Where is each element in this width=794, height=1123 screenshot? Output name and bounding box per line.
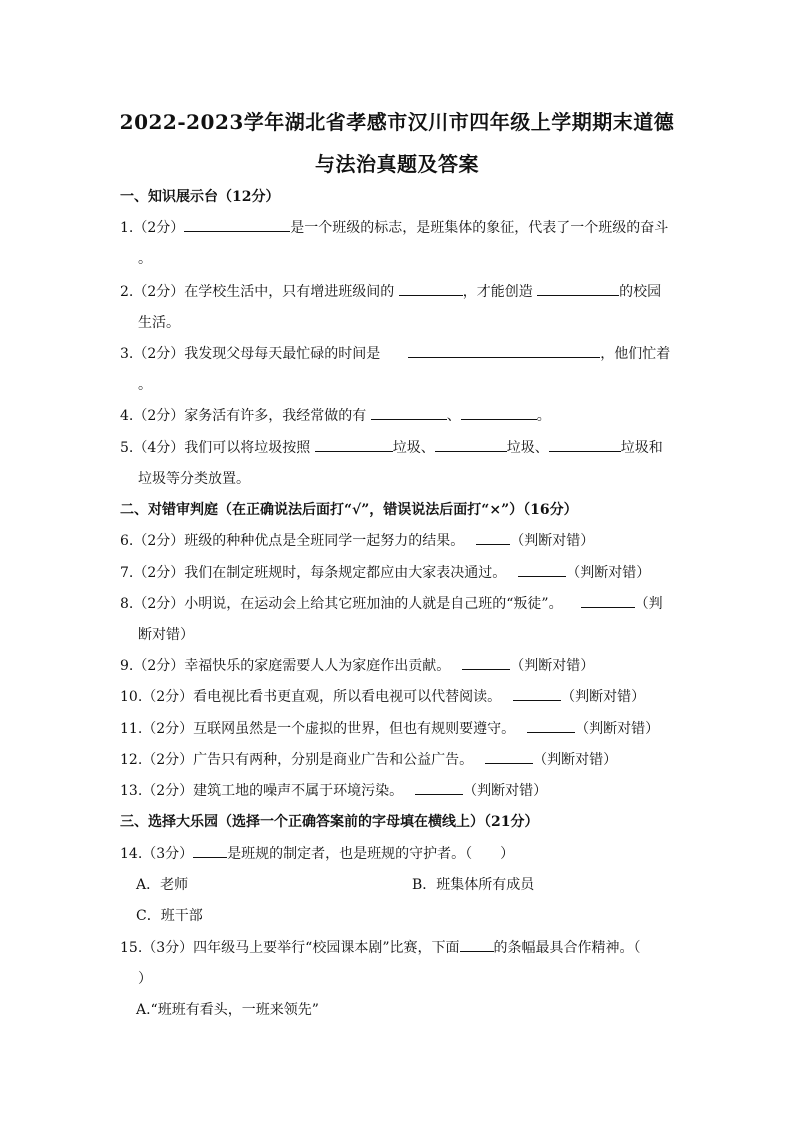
question-8: 8.（2分）小明说，在运动会上给其它班加油的人就是自己班的“叛徒”。 （判 <box>120 593 680 613</box>
answer-blank[interactable] <box>415 780 463 795</box>
answer-blank[interactable] <box>537 281 619 296</box>
section-3-heading: 三、选择大乐园（选择一个正确答案前的字母填在横线上）（21分） <box>120 814 539 830</box>
question-10: 10.（2分）看电视比看书更直观，所以看电视可以代替阅读。 （判断对错） <box>120 686 680 706</box>
answer-blank[interactable] <box>315 437 393 452</box>
answer-blank[interactable] <box>460 937 494 952</box>
question-12: 12.（2分）广告只有两种，分别是商业广告和公益广告。 （判断对错） <box>120 749 680 769</box>
option-b[interactable]: B．班集体所有成员 <box>412 877 535 893</box>
option-c[interactable]: C．班干部 <box>136 908 203 924</box>
question-4: 4.（2分）家务活有许多，我经常做的有 、 。 <box>120 405 680 425</box>
question-1: 1.（2分） 是一个班级的标志，是班集体的象征，代表了一个班级的奋斗 <box>120 217 680 237</box>
question-14: 14.（3分） 是班规的制定者，也是班规的守护者。（ ） <box>120 843 680 863</box>
question-9: 9.（2分）幸福快乐的家庭需要人人为家庭作出贡献。 （判断对错） <box>120 655 680 675</box>
option-a[interactable]: A.“班班有看头，一班来领先” <box>136 1002 319 1018</box>
answer-blank[interactable] <box>408 343 600 358</box>
answer-blank[interactable] <box>527 718 575 733</box>
question-5-continuation: 垃圾等分类放置。 <box>138 471 250 487</box>
answer-blank[interactable] <box>513 686 561 701</box>
question-3: 3.（2分）我发现父母每天最忙碌的时间是 ，他们忙着 <box>120 343 680 363</box>
section-2-heading: 二、对错审判庭（在正确说法后面打“√”，错误说法后面打“×”）（16分） <box>120 502 578 518</box>
question-6: 6.（2分）班级的种种优点是全班同学一起努力的结果。 （判断对错） <box>120 530 680 550</box>
answer-blank[interactable] <box>435 437 507 452</box>
answer-blank[interactable] <box>462 655 510 670</box>
answer-blank[interactable] <box>399 281 463 296</box>
answer-blank[interactable] <box>581 593 635 608</box>
answer-blank[interactable] <box>518 562 566 577</box>
answer-blank[interactable] <box>371 405 447 420</box>
answer-blank[interactable] <box>184 217 290 232</box>
question-2: 2.（2分）在学校生活中，只有增进班级间的 ，才能创造 的校园 <box>120 281 680 301</box>
question-5: 5.（4分）我们可以将垃圾按照 垃圾、 垃圾、 垃圾和 <box>120 437 680 457</box>
question-1-continuation: 。 <box>138 251 152 267</box>
answer-blank[interactable] <box>549 437 621 452</box>
question-13: 13.（2分）建筑工地的噪声不属于环境污染。 （判断对错） <box>120 780 680 800</box>
answer-blank[interactable] <box>193 843 227 858</box>
section-1-heading: 一、知识展示台（12分） <box>120 189 280 205</box>
question-8-continuation: 断对错） <box>138 627 194 643</box>
answer-blank[interactable] <box>461 405 537 420</box>
answer-blank[interactable] <box>485 749 533 764</box>
page-title-line-2: 与法治真题及答案 <box>315 152 479 176</box>
question-3-continuation: 。 <box>138 377 152 393</box>
question-7: 7.（2分）我们在制定班规时，每条规定都应由大家表决通过。 （判断对错） <box>120 562 680 582</box>
page-title-line-1: 2022-2023学年湖北省孝感市汉川市四年级上学期期末道德 <box>119 110 675 134</box>
question-15-continuation: ） <box>138 971 152 987</box>
option-a[interactable]: A．老师 <box>136 877 189 893</box>
question-11: 11.（2分）互联网虽然是一个虚拟的世界，但也有规则要遵守。 （判断对错） <box>120 718 680 738</box>
question-2-continuation: 生活。 <box>138 315 180 331</box>
answer-blank[interactable] <box>476 530 510 545</box>
question-15: 15.（3分）四年级马上要举行“校园课本剧”比赛，下面 的条幅最具合作精神。（ <box>120 937 680 957</box>
